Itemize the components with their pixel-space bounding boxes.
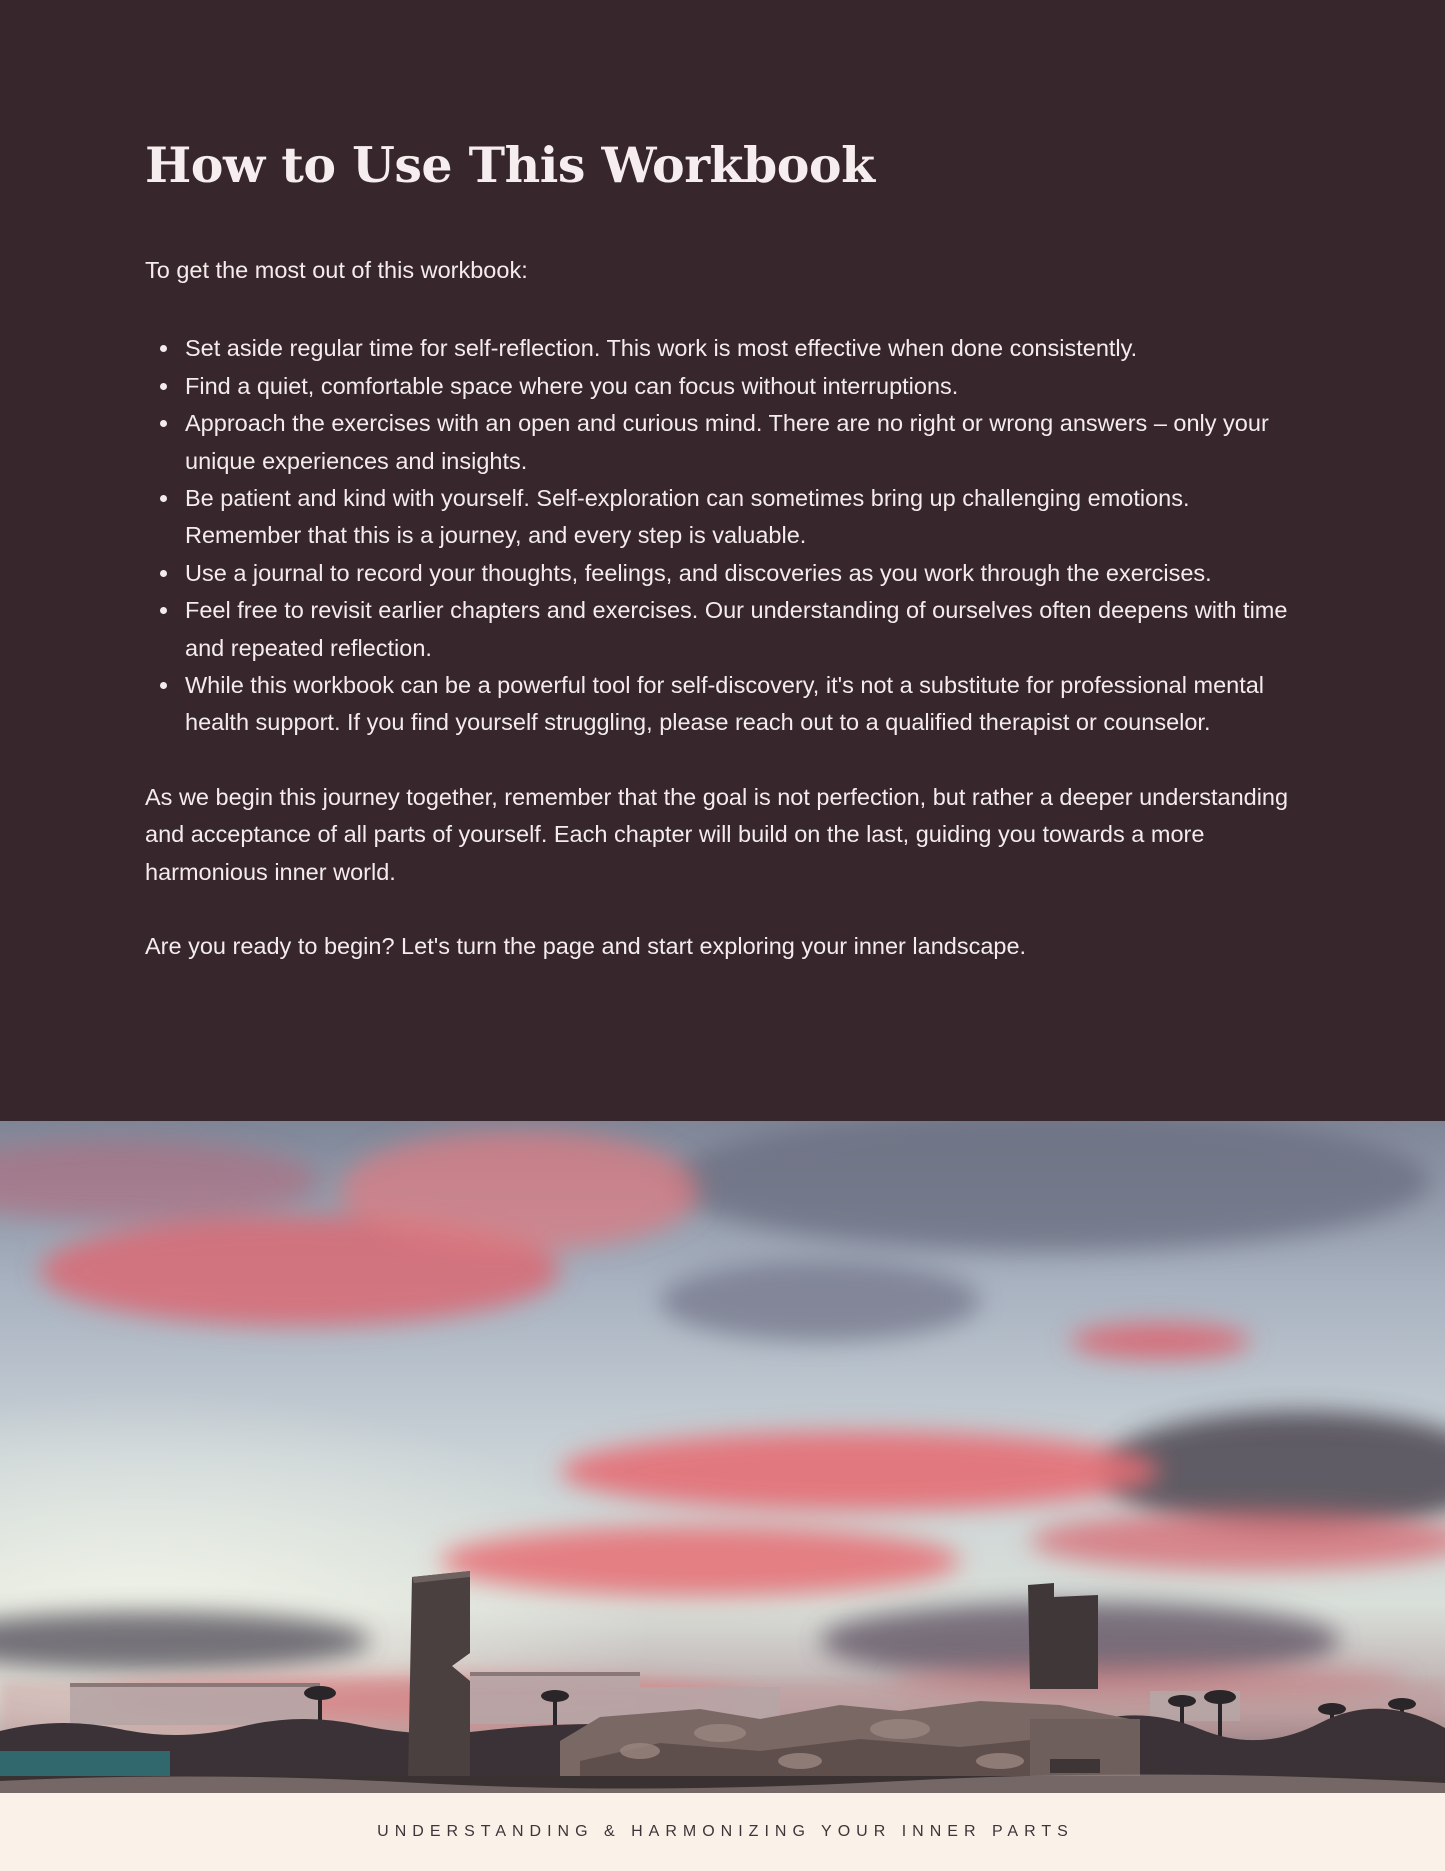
list-item: Approach the exercises with an open and curious mind. There are no right or wrong answers – only your unique experiences and insights.	[185, 405, 1305, 480]
list-item: Be patient and kind with yourself. Self-exploration can sometimes bring up challenging emotions. Remember that this is a journey, and every step is valuable.	[185, 480, 1305, 555]
page-content	[145, 130, 1305, 966]
page-title: How to Use This Workbook	[145, 136, 875, 194]
list-item: Set aside regular time for self-reflection. This work is most effective when done consistently.	[185, 330, 1305, 367]
list-item: Use a journal to record your thoughts, feelings, and discoveries as you work through the exercises.	[185, 555, 1305, 592]
footer-title: UNDERSTANDING & HARMONIZING YOUR INNER PARTS	[377, 1823, 1074, 1840]
list-item: Feel free to revisit earlier chapters and exercises. Our understanding of ourselves often deepens with time and repeated reflection.	[185, 592, 1305, 667]
list-item: While this workbook can be a powerful tool for self-discovery, it's not a substitute for professional mental health support. If you find yourself struggling, please reach out to a qualified therapist or counselor.	[185, 667, 1305, 742]
list-item: Find a quiet, comfortable space where you can focus without interruptions.	[185, 368, 1305, 405]
tips-list	[145, 330, 1305, 741]
closing-paragraph: As we begin this journey together, remember that the goal is not perfection, but rather a deeper understanding and acceptance of all parts of yourself. Each chapter will build on the last, guiding you towards a more harmonious inner world.	[145, 783, 1289, 885]
sunset-photo	[0, 1121, 1445, 1793]
page-footer	[0, 1793, 1445, 1871]
call-to-action-paragraph: Are you ready to begin? Let's turn the page and start exploring your inner landscape.	[145, 933, 1027, 960]
intro-text: To get the most out of this workbook:	[145, 257, 528, 283]
